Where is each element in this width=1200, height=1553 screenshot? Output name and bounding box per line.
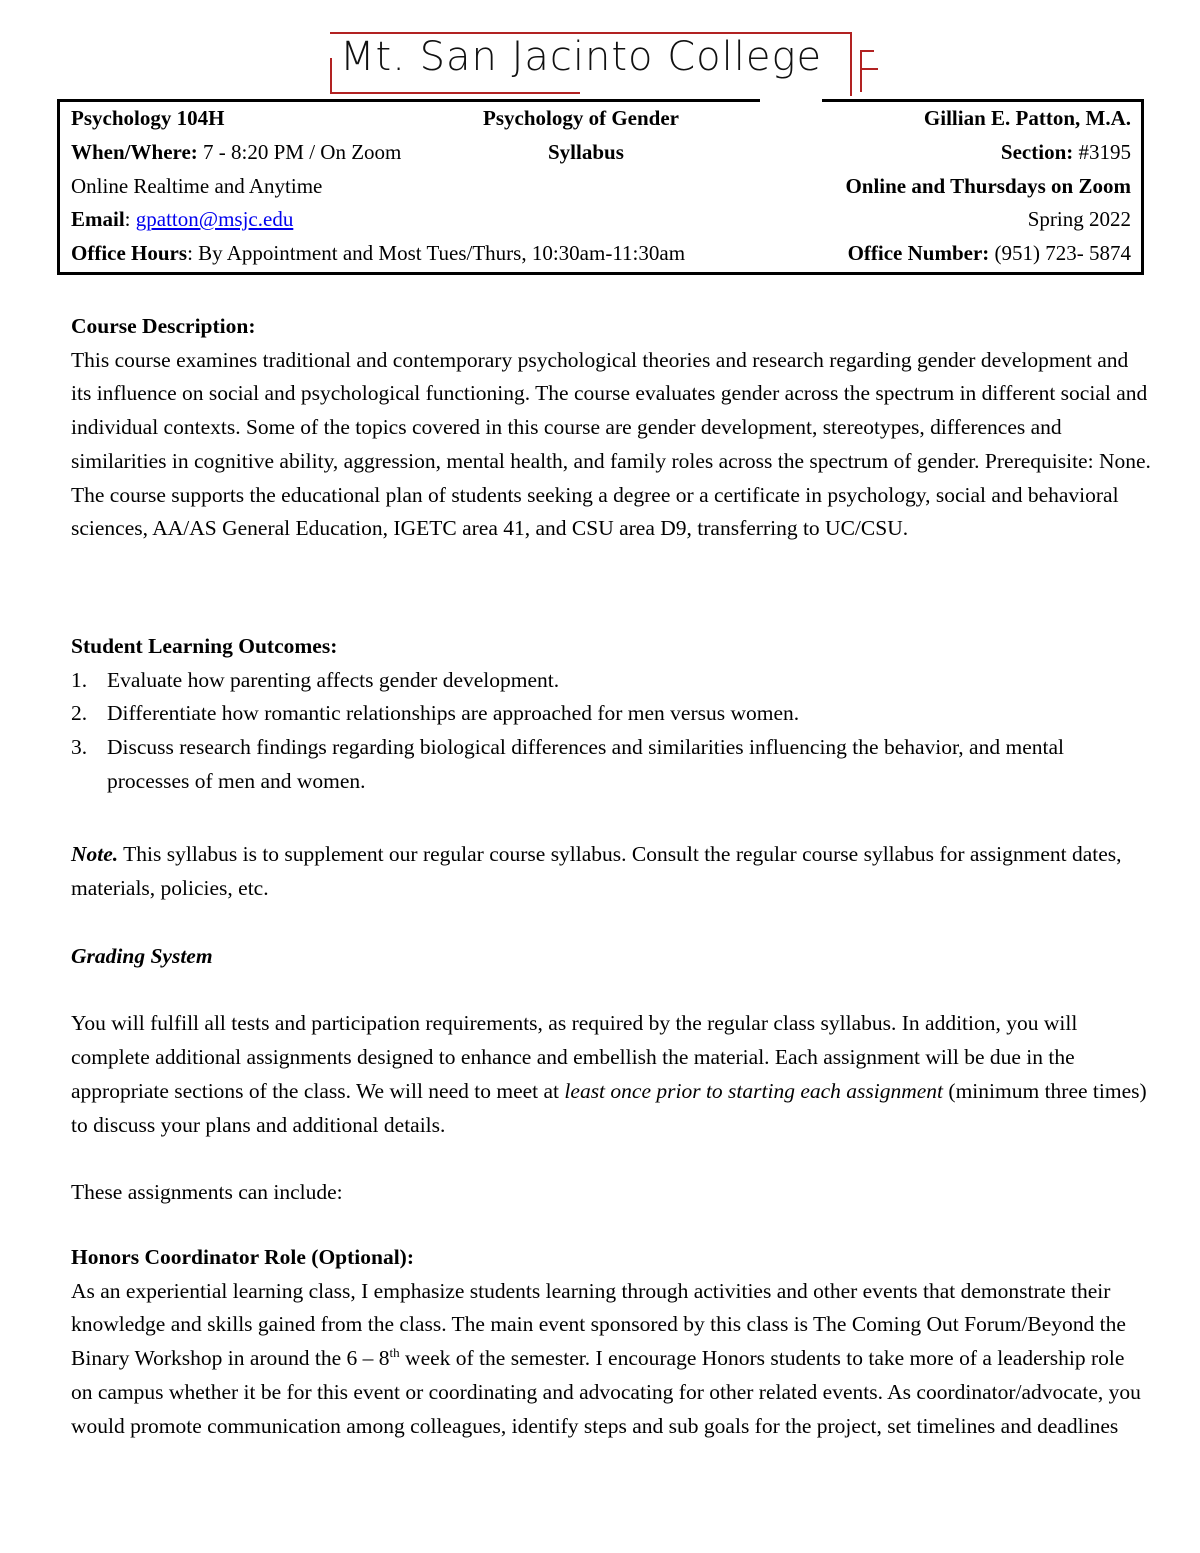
honors-body bbox=[71, 1275, 1151, 1444]
logo-text: Mt. San Jacinto College bbox=[340, 34, 823, 80]
header-row-2 bbox=[71, 136, 1131, 169]
section-value: #3195 bbox=[1073, 140, 1131, 164]
logo-mark bbox=[860, 50, 874, 52]
logo-mark-bar bbox=[860, 68, 878, 70]
list-number: 1. bbox=[71, 667, 88, 692]
when-value: 7 - 8:20 PM / On Zoom bbox=[197, 140, 402, 164]
grading-text-b: (minimum three times) to discuss your plans and additional details. bbox=[71, 1078, 1147, 1137]
honors-heading: Honors Coordinator Role (Optional): bbox=[71, 1245, 415, 1269]
grading-text-a: You will fulfill all tests and participation requirements, as required by the regular class syllabus. In addition, you will complete additional assignments designed to enhance and embellish the material. Each assignment will be due in the appropriate sections of the class. We will need to meet at bbox=[71, 1011, 1078, 1103]
honors-section bbox=[71, 1241, 1151, 1443]
office-hours-value: : By Appointment and Most Tues/Thurs, 10:30am-11:30am bbox=[187, 241, 686, 265]
list-text: Discuss research findings regarding biological differences and similarities influencing the behavior, and mental processes of men and women. bbox=[107, 735, 1064, 793]
list-item bbox=[71, 697, 1151, 731]
course-description-body: This course examines traditional and contemporary psychological theories and research regarding gender development and its influence on social and psychological functioning. The course evaluates gender across the spectrum in different social and individual contexts. Some of the topics covered in this course are gender development, stereotypes, differences and similarities in cognitive ability, aggression, mental health, and family roles across the spectrum of gender. Prerequisite: None. The course supports the educational plan of students seeking a degree or a certificate in psychology, social and behavioral sciences, AA/AS General Education, IGETC area 41, and CSU area D9, transferring to UC/CSU. bbox=[71, 347, 1151, 541]
course-description-section bbox=[71, 310, 1151, 546]
ordinal-suffix: th bbox=[389, 1344, 400, 1360]
course-description-heading: Course Description: bbox=[71, 314, 256, 338]
note-body: This syllabus is to supplement our regular course syllabus. Consult the regular course syllabus for assignment dates, materials, policies, etc. bbox=[71, 842, 1122, 900]
logo-mark-stem bbox=[860, 50, 862, 92]
assignments-intro: These assignments can include: bbox=[71, 1179, 343, 1204]
header-row-3 bbox=[71, 170, 1131, 203]
list-number: 2. bbox=[71, 701, 88, 726]
term: Spring 2022 bbox=[1027, 207, 1131, 231]
course-mode: Online Realtime and Anytime bbox=[71, 174, 323, 198]
list-text: Differentiate how romantic relationships are approached for men versus women. bbox=[107, 701, 800, 726]
email-label: Email bbox=[71, 207, 125, 231]
office-number-value: (951) 723- 5874 bbox=[989, 241, 1131, 265]
course-title: Psychology of Gender bbox=[483, 106, 679, 130]
header-row-5 bbox=[71, 237, 1131, 270]
grading-section bbox=[71, 940, 1151, 1210]
honors-text-a: As an experiential learning class, I emphasize students learning through activities and other events that demonstrate their knowledge and skills gained from the class. The main event sponsored by this class is The Coming Out Forum/Beyond the Binary Workshop in around the 6 – 8 bbox=[71, 1278, 1126, 1371]
grading-heading: Grading System bbox=[71, 944, 213, 968]
office-number-label: Office Number: bbox=[847, 241, 990, 265]
list-number: 3. bbox=[71, 735, 88, 760]
when-label: When/Where: bbox=[71, 140, 198, 164]
slo-list bbox=[71, 664, 1151, 799]
list-item bbox=[71, 664, 1151, 698]
note-label: Note. bbox=[71, 842, 119, 866]
header-row-4 bbox=[71, 203, 1131, 236]
slo-heading: Student Learning Outcomes: bbox=[71, 634, 338, 658]
note-section bbox=[71, 838, 1151, 905]
honors-text-b: week of the semester. I encourage Honors students to take more of a leadership role on campus whether it be for this event or coordinating and advocating for other related events. As coordinator/advocate, you would promote communication among colleagues, identify steps and sub goals for the project, set timelines and deadlines bbox=[71, 1346, 1141, 1438]
list-text: Evaluate how parenting affects gender development. bbox=[107, 667, 560, 692]
slo-section bbox=[71, 630, 1151, 799]
office-hours-label: Office Hours bbox=[71, 241, 188, 265]
course-mode-detail: Online and Thursdays on Zoom bbox=[845, 174, 1131, 198]
section-label: Section: bbox=[1000, 140, 1074, 164]
header-row-1 bbox=[71, 102, 1131, 135]
logo-frame-bottom bbox=[330, 92, 580, 94]
logo-frame-left bbox=[330, 58, 332, 94]
instructor-name: Gillian E. Patton, M.A. bbox=[923, 106, 1131, 130]
email-separator: : bbox=[124, 207, 136, 231]
course-code: Psychology 104H bbox=[71, 106, 225, 130]
list-item bbox=[71, 731, 1151, 798]
doc-type: Syllabus bbox=[548, 140, 624, 164]
college-logo bbox=[330, 28, 890, 100]
email-link[interactable]: gpatton@msjc.edu bbox=[135, 207, 294, 231]
grading-emphasis: least once prior to starting each assignment bbox=[564, 1078, 944, 1103]
grading-paragraph bbox=[71, 1007, 1151, 1142]
